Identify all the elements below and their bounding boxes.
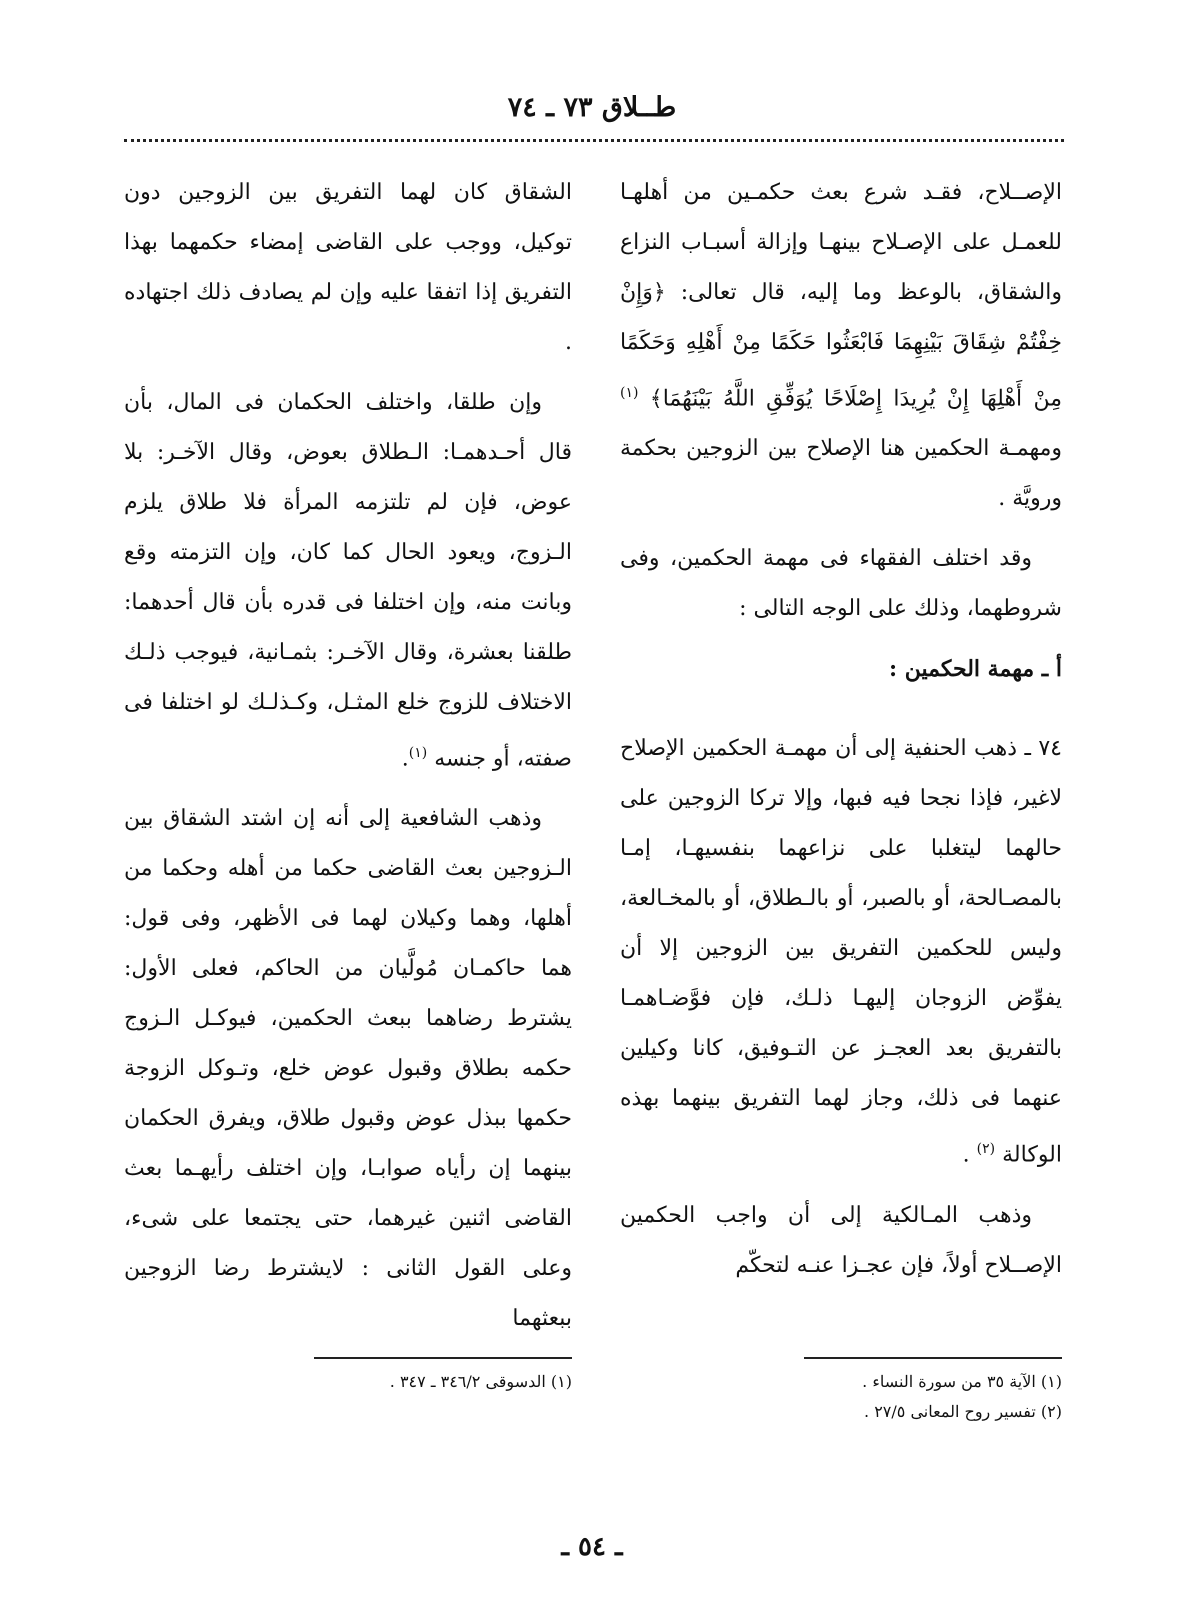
paragraph: وقد اختلف الفقهاء فى مهمة الحكمين، وفى شروطهما، وذلك على الوجه التالى : xyxy=(620,546,1062,622)
footnotes-right xyxy=(620,1367,1062,1427)
paragraph: وذهب الشافعية إلى أنه إن اشتد الشقاق بين الـزوجين بعث القاضى حكما من أهله وحكما من أهلها، وهما وكيلان لهما فى الأظهر، وفى قول: هما حاكمـان مُولَّيان من الحاكم، فعلى الأول: يشترط رضاهما ببعث الحكمين، فيوكـل الـزوج حكمه بطلاق وقبول عوض خلع، وتـوكل الزوجة حكمها ببذل عوض وقبول طلاق، ويفرق الحكمان بينهما إن رأياه صوابـا، وإن اختلف رأيهـما بعث القاضى اثنين غيرهما، حتى يجتمعا على شىء، وعلى القول الثانى : لايشترط رضا الزوجين ببعثهما xyxy=(124,806,572,1332)
footnote-reference: (١) xyxy=(408,745,428,761)
header-divider xyxy=(124,139,1064,142)
right-column xyxy=(620,168,1062,1301)
footnote: (٢) تفسير روح المعانى ٢٧/٥ . xyxy=(864,1402,1062,1421)
left-column xyxy=(124,168,572,1354)
footnote-divider xyxy=(314,1357,572,1359)
footnote-divider xyxy=(804,1357,1062,1359)
running-header: طــلاق ٧٣ ـ ٧٤ xyxy=(507,92,677,123)
footnote-reference: (٢) xyxy=(976,1141,996,1158)
paragraph: وإن طلقا، واختلف الحكمان فى المال، بأن قال أحـدهمـا: الـطلاق بعوض، وقال الآخـر: بلا عوض، فإن لم تلتزمه المرأة فلا طلاق يلزم الـزوج، ويعود الحال كما كان، وإن التزمته وقع وبانت منه، وإن اختلفا فى قدره بأن قال أحدهما: طلقنا بعشرة، وقال الآخـر: بثمـانية، فيوجب ذلـك الاختلاف للزوج خلع المثـل، وكـذلـك لو اختلفا فى صفته، أو جنسه $^{(١)}$. xyxy=(124,390,572,772)
paragraph: وذهب المـالكية إلى أن واجب الحكمين الإصــلاح أولاً، فإن عجـزا عنـه لتحكّم xyxy=(620,1202,1062,1278)
footnote: (١) الدسوقى ٣٤٦/٢ ـ ٣٤٧ . xyxy=(389,1372,572,1391)
paragraph: ٧٤ ـ ذهب الحنفية إلى أن مهمـة الحكمين الإصلاح لاغير، فإذا نجحا فيه فبها، وإلا تركا الزوجين على حالهما ليتغلبا على نزاعهما بنفسيهـا، إمـا بالمصـالحة، أو بالصبر، أو بالـطلاق، أو بالمخـالعة، وليس للحكمين التفريق بين الزوجين إلا أن يفوِّض الزوجان إليهـا ذلـك، فإن فوَّضـاهمـا بالتفريق بعد العجـز عن التـوفيق، كانا وكيلين عنهما فى ذلك، وجاز لهما التفريق بينهما بهذه الوكالة $^{(٢)}$ . xyxy=(620,736,1062,1168)
page-number: ـ ٥٤ ـ xyxy=(561,1532,623,1562)
footnote: (١) الآية ٣٥ من سورة النساء . xyxy=(862,1372,1062,1391)
footnote-reference: (١) xyxy=(620,385,639,401)
paragraph: الشقاق كان لهما التفريق بين الزوجين دون توكيل، ووجب على القاضى إمضاء حكمهما بهذا التفريق إذا اتفقا عليه وإن لم يصادف ذلك اجتهاده . xyxy=(124,180,572,355)
footnotes-left xyxy=(124,1367,572,1397)
section-heading: أ ـ مهمة الحكمين : xyxy=(888,656,1062,683)
paragraph: الإصــلاح، فقـد شرع بعث حكمـين من أهلهـا للعمـل على الإصـلاح بينهـا وإزالة أسبـاب النزاع والشقاق، بالوعظ وما إليه، قال تعالى: ﴿وَإِنْ خِفْتُمْ شِقَاقَ بَيْنِهِمَا فَابْعَثُوا حَكَمًا مِنْ أَهْلِهِ وَحَكَمًا مِنْ أَهْلِهَا إِنْ يُرِيدَا إِصْلَاحًا يُوَفِّقِ اللَّهُ بَيْنَهُمَا﴾ $^{(١)}$ ومهمـة الحكمين هنا الإصلاح بين الزوجين بحكمة ورويَّة . xyxy=(620,180,1062,512)
